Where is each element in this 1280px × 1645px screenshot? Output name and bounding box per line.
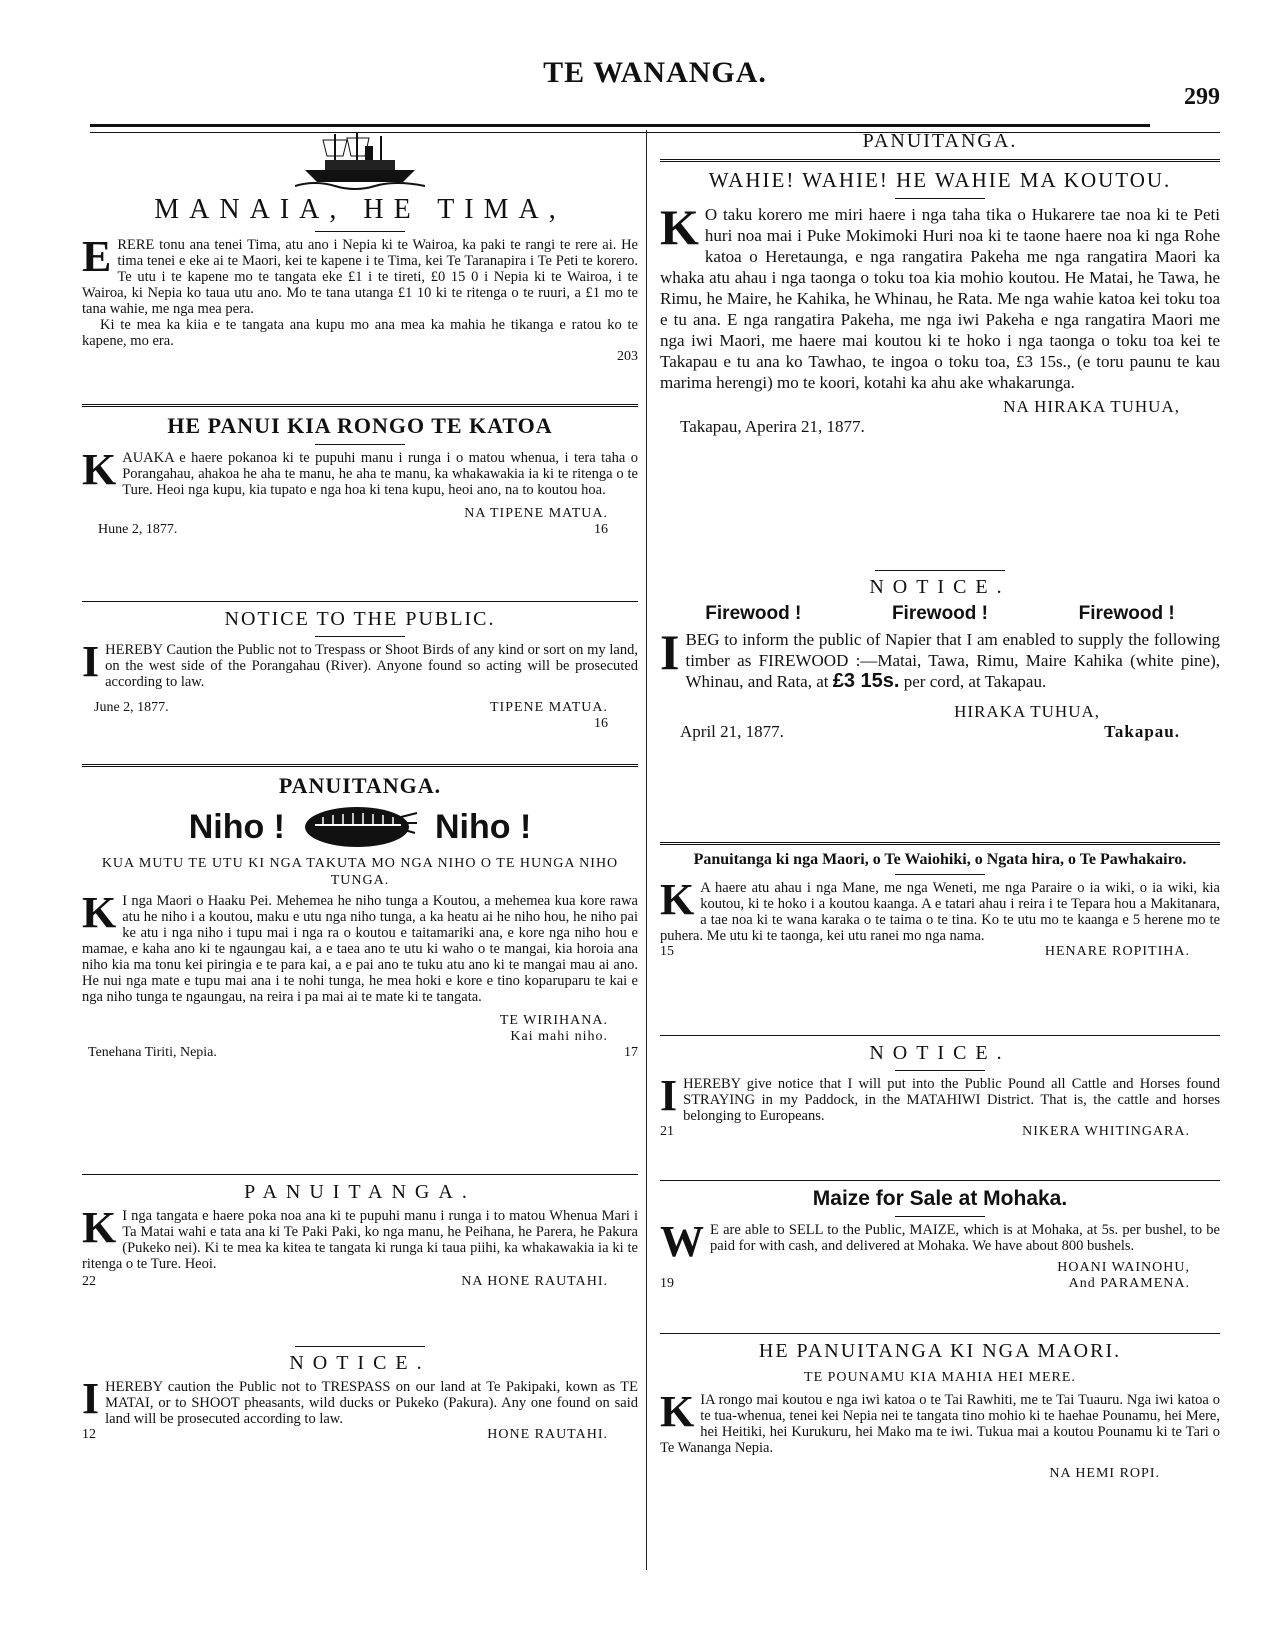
divider xyxy=(875,570,1005,571)
ad-wahie xyxy=(660,130,1220,565)
divider xyxy=(895,874,985,875)
divider xyxy=(82,601,638,602)
dropcap: I xyxy=(660,624,680,680)
divider xyxy=(895,1070,985,1071)
divider xyxy=(82,1174,638,1175)
ad-code: 203 xyxy=(617,349,638,364)
notice-public-date: June 2, 1877. xyxy=(94,700,169,715)
niho-footer xyxy=(82,1045,638,1061)
ad-notice-public xyxy=(82,608,638,758)
firewood-signature: HIRAKA TUHUA, xyxy=(954,702,1100,721)
firewood-word-2: Firewood ! xyxy=(891,603,989,624)
panuitanga2-heading: PANUITANGA. xyxy=(244,1181,476,1203)
divider xyxy=(660,1333,1220,1334)
panui-date: Hune 2, 1877. xyxy=(98,522,178,537)
notice-public-text: HEREBY Caution the Public not to Trespass or Shoot Birds of any kind or sort on my land, on the west side of the Porangahau (River). Anyone found so acting will be prosecuted according to law. xyxy=(105,642,638,690)
maize-body xyxy=(660,1217,1220,1266)
ad-notice-hone xyxy=(82,1352,638,1482)
dropcap: K xyxy=(660,199,699,255)
firewood-body xyxy=(660,624,1220,692)
firewood-word-3: Firewood ! xyxy=(1078,603,1175,624)
tima-body xyxy=(82,232,638,365)
wahie-signature: NA HIRAKA TUHUA, xyxy=(1003,397,1180,416)
page-number: 299 xyxy=(1184,84,1220,110)
notice-whitingara-signature: NIKERA WHITINGARA. xyxy=(1022,1124,1190,1139)
ad-pounamu xyxy=(660,1340,1220,1540)
notice-whitingara-text: HEREBY give notice that I will put into the Public Pound all Cattle and Horses found STRAYING in my Paddock, in the MATAHIWI District. That is, the cattle and horses belonging to Europeans. xyxy=(683,1076,1220,1124)
ad-code: 17 xyxy=(624,1045,638,1060)
notice-hone-text: HEREBY caution the Public not to TRESPASS on our land at Te Pakipaki, kown as TE MATAI, or to SHOOT pheasants, wild ducks or Pukeko (Pakura). Any one found on said land will be prosecuted according to law. xyxy=(105,1379,638,1427)
ad-panuitanga-2 xyxy=(82,1181,638,1341)
notice-whitingara-footer xyxy=(660,1124,1220,1140)
notice-public-body xyxy=(82,637,638,690)
ad-code: 16 xyxy=(594,716,608,731)
notice-whitingara-heading: NOTICE. xyxy=(869,1042,1011,1064)
firewood-place: Takapau. xyxy=(1104,722,1180,741)
ad-waiohiki xyxy=(660,851,1220,1029)
steamship-icon xyxy=(295,130,425,192)
dropcap: K xyxy=(82,445,117,494)
waiohiki-text: A haere atu ahau i nga Mane, me nga Weneti, me nga Paraire o ia wiki, o ia wiki, kia koutou, ki te hoko i a koutou kaanga. A e tatari ahau i reira i te Tepara hou a Makitanara, a tae noa ki te wana karaka o te taima o te tina. Ko te utu mo te kaanga e 5 herene mo te puhera. Me utu ki te taonga, kei utu ranei mo nga nama. xyxy=(660,880,1220,944)
niho-body xyxy=(82,888,638,1005)
divider xyxy=(315,444,405,445)
wahie-title: WAHIE! WAHIE! HE WAHIE MA KOUTOU. xyxy=(708,168,1172,192)
column-divider xyxy=(646,130,647,1570)
ad-code: 15 xyxy=(660,944,674,959)
niho-address: Tenehana Tiriti, Nepia. xyxy=(88,1045,217,1060)
panuitanga2-footer xyxy=(82,1274,638,1290)
divider xyxy=(895,1216,985,1217)
pounamu-signature: NA HEMI ROPI. xyxy=(1049,1466,1160,1481)
panuitanga2-body xyxy=(82,1203,638,1272)
divider xyxy=(660,1035,1220,1036)
panui-footer xyxy=(82,522,638,538)
divider xyxy=(660,1180,1220,1181)
ad-code: 16 xyxy=(594,522,608,537)
masthead-rule xyxy=(90,124,1150,127)
notice-hone-footer xyxy=(82,1427,638,1443)
firewood-footer xyxy=(660,722,1220,742)
pounamu-body xyxy=(660,1387,1220,1456)
notice-public-title: NOTICE TO THE PUBLIC. xyxy=(224,608,496,630)
dropcap: E xyxy=(82,232,112,281)
tima-text-2: Ki te mea ka kiia e te tangata ana kupu mo ana mea ka mahia he tikanga e ratou ko te kapene, mo era. xyxy=(82,317,638,349)
niho-banner xyxy=(82,803,638,851)
notice-hone-signature: HONE RAUTAHI. xyxy=(487,1427,608,1442)
firewood-heading: NOTICE. xyxy=(869,576,1011,598)
notice-whitingara-body xyxy=(660,1071,1220,1124)
ad-panui xyxy=(82,413,638,595)
dropcap: I xyxy=(82,1374,100,1423)
wahie-date: Takapau, Aperira 21, 1877. xyxy=(680,417,865,436)
dropcap: I xyxy=(660,1071,678,1120)
tima-text: RERE tonu ana tenei Tima, atu ano i Nepia ki te Wairoa, ka paki te rangi te rere ai. He tima tenei e eke ai te Maori, kei te kapene i te Tima, kei Te Taranapira i Te Peti te korero. Te utu i te kapene mo te tangata eke £1 i te tireti, £0 15 0 i Nepia ki te Wairoa, i te Wairoa, ki Nepia ko taua utu ano. Mo te tana utanga £1 10 ki te ritenga o te ruuri, a £1 mo te tana wahie, me nga mea pera. xyxy=(82,237,638,317)
wahie-body xyxy=(660,199,1220,393)
dropcap: K xyxy=(82,1203,117,1252)
ad-code: 12 xyxy=(82,1427,96,1442)
notice-public-footer xyxy=(82,700,638,716)
pounamu-title: HE PANUITANGA KI NGA MAORI. xyxy=(758,1340,1122,1362)
niho-word-left: Niho ! xyxy=(188,807,285,846)
pounamu-text: IA rongo mai koutou e nga iwi katoa o te Tai Rawhiti, me te Tai Tuauru. Nga iwi katoa o te tua-whenua, tenei kei Nepia nei te tangata tino mohio ki te haehae Pounamu, hei Mere, hei Heitiki, hei Kurukuru, hei Mako ma te iwi. Tukua mai a koutou Pounamu ki te Tari o Te Wananga Nepia. xyxy=(660,1392,1220,1456)
panui-title: HE PANUI KIA RONGO TE KATOA xyxy=(167,413,553,438)
newspaper-title: TE WANANGA. xyxy=(543,56,767,89)
notice-public-signature: TIPENE MATUA. xyxy=(490,700,608,715)
firewood-word-1: Firewood ! xyxy=(705,603,802,624)
dropcap: K xyxy=(660,1387,695,1436)
dropcap: I xyxy=(82,637,100,686)
ad-code: 22 xyxy=(82,1274,96,1289)
divider xyxy=(315,636,405,637)
niho-signature: TE WIRIHANA. xyxy=(499,1013,608,1028)
dentures-icon xyxy=(301,803,419,851)
pounamu-subtitle: TE POUNAMU KIA MAHIA HEI MERE. xyxy=(804,1370,1076,1385)
dropcap: K xyxy=(82,888,117,937)
waiohiki-signature: HENARE ROPITIHA. xyxy=(1044,944,1190,959)
maize-text: E are able to SELL to the Public, MAIZE, which is at Mohaka, at 5s. per bushel, to be paid for with cash, and delivered at Mohaka. We have about 800 bushels. xyxy=(710,1222,1220,1254)
ad-firewood xyxy=(660,576,1220,836)
divider xyxy=(82,404,638,407)
tima-text-row xyxy=(82,317,638,349)
divider xyxy=(660,842,1220,845)
firewood-price: £3 15s. xyxy=(832,670,900,692)
divider xyxy=(315,231,405,232)
ad-code: 21 xyxy=(660,1124,674,1139)
maize-signature-2: And PARAMENA. xyxy=(1068,1276,1190,1291)
maize-signature: HOANI WAINOHU, xyxy=(1057,1260,1190,1275)
niho-heading: PANUITANGA. xyxy=(278,773,442,798)
ad-code: 19 xyxy=(660,1276,674,1291)
waiohiki-footer xyxy=(660,944,1220,960)
firewood-text-a: BEG to inform the public of Napier that I am enabled to supply the following timber as FIREWOOD :—Matai, Tawa, Rimu, Maire Kahika (white pine), Whinau, and Rata, at xyxy=(685,630,1220,691)
tima-title: MANAIA, HE TIMA, xyxy=(154,194,566,225)
wahie-text: O taku korero me miri haere i nga taha tika o Hukarere tae noa ki te Peti huri noa mai i Puke Mokimoki Huri noa ki te taone haere noa ki nga Rohe katoa o Heretaunga, e nga rangatira Pakeha me nga rangatira Maori ka whaka atu ahau i nga taonga o toku toa kia mohio koutou. He Matai, he Tawa, he Rimu, he Maire, he Kahika, he Whinau, he Rata. Me nga wahie katoa kei toku toa e tu ana. E nga rangatira Pakeha, me nga iwi Pakeha e nga rangatira Maori me nga iwi Maori, me haere mai koutou ki te hoko i nga taonga o toku toa kei te Takapau e tu ana ko Tawhao, te ingoa o toku toa, £3 15s., (e toru paunu te kau marima herengi) mo te koori, kotahi ka ahu ake whakarunga. xyxy=(660,205,1220,392)
panuitanga2-text: I nga tangata e haere poka noa ana ki te pupuhi manu i runga i to matou Whenua Mari i Ta Matai wahi e tata ana ki Te Paki Paki, ko nga manu, he Peihana, he Parera, he Pakura (Pukeko nei). Ki te mea ka kitea te tangata ki runga ki taua piihi, ka whakawakia ia ki te ritenga o te Ture. Heoi. xyxy=(82,1208,638,1272)
right-column xyxy=(660,130,1220,1540)
niho-text: I nga Maori o Haaku Pei. Mehemea he niho tunga a Koutou, a mehemea kua kore rawa atu he niho i a koutou, maku e utu nga niho tunga, a ka heatu ai he niho hou, he niho pai ke atu i nga niho i tupu mai i nga ra o koutou e taitamariki ana, e kore nga niho hou e mamae, e kaha ano ki te ngaungau kai, a e taea ano te utu ki waho o te mangai, kia horoia ana niho kia ma tonu kei piringia e te para kai, a e pai ano te tuku atu ano ki te mangai mau ai ano. He nui nga mate e tupu mai ana i te nohi tunga, he mea hoki e kore e tino koparuparu te kai e nga niho tunga te ngaungau, na reira i pa mai ai te mate ki te tangata. xyxy=(82,893,638,1005)
niho-word-right: Niho ! xyxy=(435,807,532,846)
notice-hone-heading: NOTICE. xyxy=(289,1352,431,1374)
dropcap: W xyxy=(660,1217,704,1266)
divider xyxy=(295,1346,425,1347)
ad-maize xyxy=(660,1187,1220,1327)
left-column xyxy=(82,130,638,1482)
waiohiki-body xyxy=(660,875,1220,944)
dropcap: K xyxy=(660,875,695,924)
waiohiki-title: Panuitanga ki nga Maori, o Te Waiohiki, o Ngata hira, o Te Pawhakairo. xyxy=(693,851,1187,868)
divider xyxy=(660,159,1220,162)
niho-signature-title: Kai mahi niho. xyxy=(510,1029,608,1044)
divider xyxy=(82,764,638,767)
ad-tima xyxy=(82,130,638,398)
masthead xyxy=(90,48,1220,126)
ad-notice-whitingara xyxy=(660,1042,1220,1174)
firewood-banner xyxy=(660,603,1220,625)
notice-hone-body xyxy=(82,1374,638,1427)
firewood-text-b: per cord, at Takapau. xyxy=(899,672,1047,691)
panui-signature: NA TIPENE MATUA. xyxy=(464,506,608,521)
ad-niho xyxy=(82,773,638,1168)
niho-subheading: KUA MUTU TE UTU KI NGA TAKUTA MO NGA NIHO O TE HUNGA NIHO TUNGA. xyxy=(101,856,619,888)
maize-footer xyxy=(660,1276,1220,1292)
divider xyxy=(895,198,985,199)
panui-body xyxy=(82,445,638,498)
maize-title: Maize for Sale at Mohaka. xyxy=(812,1187,1068,1210)
wahie-heading: PANUITANGA. xyxy=(862,130,1018,152)
panui-text: AUAKA e haere pokanoa ki te pupuhi manu i runga i o matou whenua, i tera taha o Porangahau, ahakoa he aha te manu, he aha te manu, ka whakawakia ia ki te ritenga o te Ture. Heoi nga kupu, kia tupato e nga hoa ki tena kupu, heoi ano, na to koutou hoa. xyxy=(122,450,638,498)
firewood-date: April 21, 1877. xyxy=(680,722,784,741)
panuitanga2-signature: NA HONE RAUTAHI. xyxy=(461,1274,608,1289)
